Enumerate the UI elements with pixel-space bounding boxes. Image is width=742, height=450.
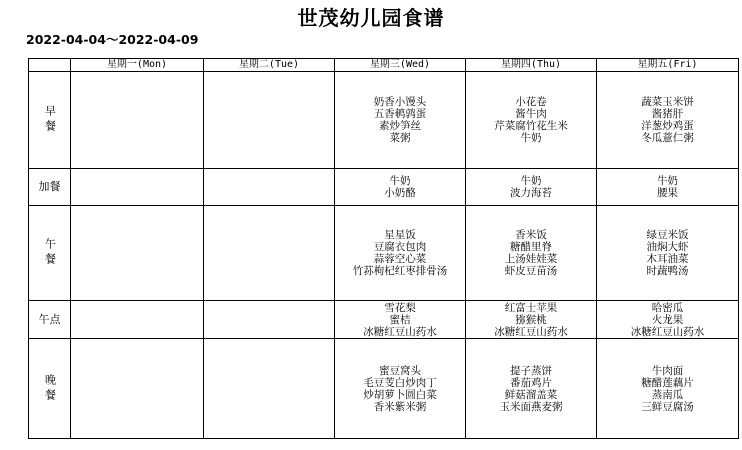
menu-cell-thu [466, 339, 597, 439]
dish-item: 上汤娃娃菜 [504, 252, 558, 265]
menu-cell-mon [71, 72, 204, 169]
dish-item: 酱猪肝 [651, 107, 684, 120]
menu-cell-fri [597, 72, 739, 169]
dish-item: 雪花梨 [384, 301, 416, 314]
dish-item: 糖醋里脊 [510, 240, 552, 253]
menu-cell-thu [466, 205, 597, 301]
dish-item: 香米紫米粥 [373, 400, 427, 413]
menu-cell-thu [466, 301, 597, 339]
dish-item: 哈密瓜 [651, 301, 684, 314]
page-title: 世茂幼儿园食谱 [297, 6, 445, 30]
dish-item: 油焖大虾 [646, 240, 689, 253]
dish-item: 糖醋莲藕片 [641, 376, 694, 389]
dish-item: 牛奶 [389, 174, 411, 187]
menu-cell-wed [335, 205, 466, 301]
menu-cell-thu [466, 168, 597, 205]
menu-cell-wed [335, 339, 466, 439]
dish-item: 红富士苹果 [504, 301, 558, 314]
menu-cell-fri [597, 168, 739, 205]
meal-row [29, 168, 739, 205]
menu-cell-mon [71, 339, 204, 439]
dish-item: 香米饭 [515, 228, 547, 241]
dish-item: 星星饭 [384, 228, 416, 241]
dish-item: 虾皮豆苗汤 [504, 264, 558, 277]
date-range: 2022-04-04～2022-04-09 [26, 32, 199, 47]
dish-item: 蒸南瓜 [651, 388, 684, 401]
dish-item: 冰糖红豆山药水 [363, 325, 437, 338]
meal-label: 加餐 [29, 168, 71, 205]
dish-item: 小奶酪 [384, 186, 416, 199]
dish-item: 冬瓜薏仁粥 [641, 131, 694, 144]
dish-item: 蜜豆窝头 [379, 364, 421, 377]
meal-row [29, 72, 739, 169]
meal-row [29, 339, 739, 439]
header-day-tue: 星期二(Tue) [204, 59, 335, 72]
dish-item: 洋葱炒鸡蛋 [641, 119, 694, 132]
dish-item: 竹荪枸杞红枣排骨汤 [352, 264, 448, 277]
dish-item: 冰糖红豆山药水 [494, 325, 568, 338]
menu-cell-tue [204, 72, 335, 169]
menu-cell-fri [597, 205, 739, 301]
menu-cell-wed [335, 72, 466, 169]
menu-cell-fri [597, 339, 739, 439]
dish-item: 炒胡萝卜圆白菜 [363, 388, 437, 401]
menu-cell-fri [597, 301, 739, 339]
dish-item: 玉米面燕麦粥 [499, 400, 563, 413]
dish-item: 猕猴桃 [515, 313, 547, 326]
menu-cell-wed [335, 301, 466, 339]
dish-item: 蜜桔 [389, 313, 411, 326]
dish-item: 蔬菜玉米饼 [641, 95, 694, 108]
dish-item: 奶香小馒头 [373, 95, 427, 108]
menu-cell-mon [71, 205, 204, 301]
dish-item: 番茄鸡片 [510, 376, 552, 389]
menu-cell-tue [204, 205, 335, 301]
dish-item: 豆腐衣包肉 [373, 240, 427, 253]
dish-item: 牛肉面 [651, 364, 684, 377]
dish-item: 素炒笋丝 [379, 119, 421, 132]
menu-cell-tue [204, 168, 335, 205]
dish-item: 三鲜豆腐汤 [641, 400, 694, 413]
dish-item: 提子蒸饼 [510, 364, 552, 377]
dish-item: 牛奶 [520, 174, 542, 187]
dish-item: 毛豆芰白炒肉丁 [363, 376, 437, 389]
menu-table [28, 58, 739, 439]
dish-item: 冰糖红豆山药水 [630, 325, 705, 338]
dish-item: 牛奶 [520, 131, 542, 144]
meal-row [29, 301, 739, 339]
dish-item: 酱牛肉 [515, 107, 547, 120]
menu-cell-mon [71, 301, 204, 339]
dish-item: 时蔬鸭汤 [646, 264, 689, 277]
menu-cell-mon [71, 168, 204, 205]
menu-cell-thu [466, 72, 597, 169]
menu-cell-tue [204, 301, 335, 339]
dish-item: 火龙果 [651, 313, 684, 326]
meal-label: 晚餐 [29, 339, 71, 439]
dish-item: 木耳油菜 [646, 252, 689, 265]
dish-item: 腰果 [657, 186, 678, 199]
header-day-thu: 星期四(Thu) [466, 59, 597, 72]
header-corner [29, 59, 71, 72]
meal-label: 午点 [29, 301, 71, 339]
header-day-wed: 星期三(Wed) [335, 59, 466, 72]
dish-item: 小花卷 [515, 95, 547, 108]
dish-item: 牛奶 [657, 174, 678, 187]
menu-cell-wed [335, 168, 466, 205]
dish-item: 鲜菇溜盖菜 [504, 388, 558, 401]
dish-item: 芹菜腐竹花生米 [494, 119, 568, 132]
header-day-mon: 星期一(Mon) [71, 59, 204, 72]
dish-item: 蒜蓉空心菜 [373, 252, 427, 265]
meal-label: 午餐 [29, 205, 71, 301]
dish-item: 五香鹌鹑蛋 [373, 107, 427, 120]
menu-cell-tue [204, 339, 335, 439]
header-day-fri: 星期五(Fri) [597, 59, 739, 72]
meal-row [29, 205, 739, 301]
dish-item: 波力海苔 [510, 186, 552, 199]
meal-label: 早餐 [29, 72, 71, 169]
dish-item: 绿豆米饭 [646, 228, 689, 241]
header-row [29, 59, 739, 72]
dish-item: 菜粥 [389, 131, 411, 144]
